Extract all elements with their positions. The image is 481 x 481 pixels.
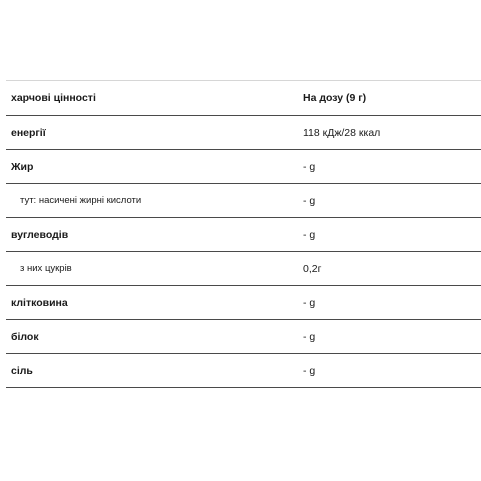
nutrient-value: - g	[303, 296, 316, 309]
table-row-saturated-fat	[6, 184, 481, 218]
table-row-energy	[6, 116, 481, 150]
header-per-dose-label: На дозу (9 г)	[303, 92, 367, 104]
nutrient-value: 118 кДж/28 ккал	[303, 126, 381, 139]
table-row-sugars	[6, 252, 481, 286]
nutrient-name: вуглеводів	[11, 228, 69, 241]
nutrient-subname: тут: насичені жирні кислоти	[20, 195, 142, 206]
nutrient-name: Жир	[11, 160, 34, 173]
header-nutrient-label: харчові цінності	[11, 92, 96, 104]
nutrient-value: 0,2г	[303, 262, 322, 275]
nutrient-name: енергії	[11, 126, 46, 139]
nutrient-value: - g	[303, 364, 316, 377]
nutrient-name: сіль	[11, 364, 33, 377]
nutrient-value: - g	[303, 194, 316, 207]
table-row-fat	[6, 150, 481, 184]
nutrient-value: - g	[303, 330, 316, 343]
table-row-protein	[6, 320, 481, 354]
table-row-salt	[6, 354, 481, 388]
table-header-row	[6, 80, 481, 116]
nutrient-subname: з них цукрів	[20, 263, 72, 274]
nutrient-value: - g	[303, 228, 316, 241]
table-row-carbohydrates	[6, 218, 481, 252]
nutrient-name: білок	[11, 330, 39, 343]
nutrient-name: клітковина	[11, 296, 68, 309]
nutrient-value: - g	[303, 160, 316, 173]
nutrition-table	[6, 80, 481, 388]
table-row-fibre	[6, 286, 481, 320]
